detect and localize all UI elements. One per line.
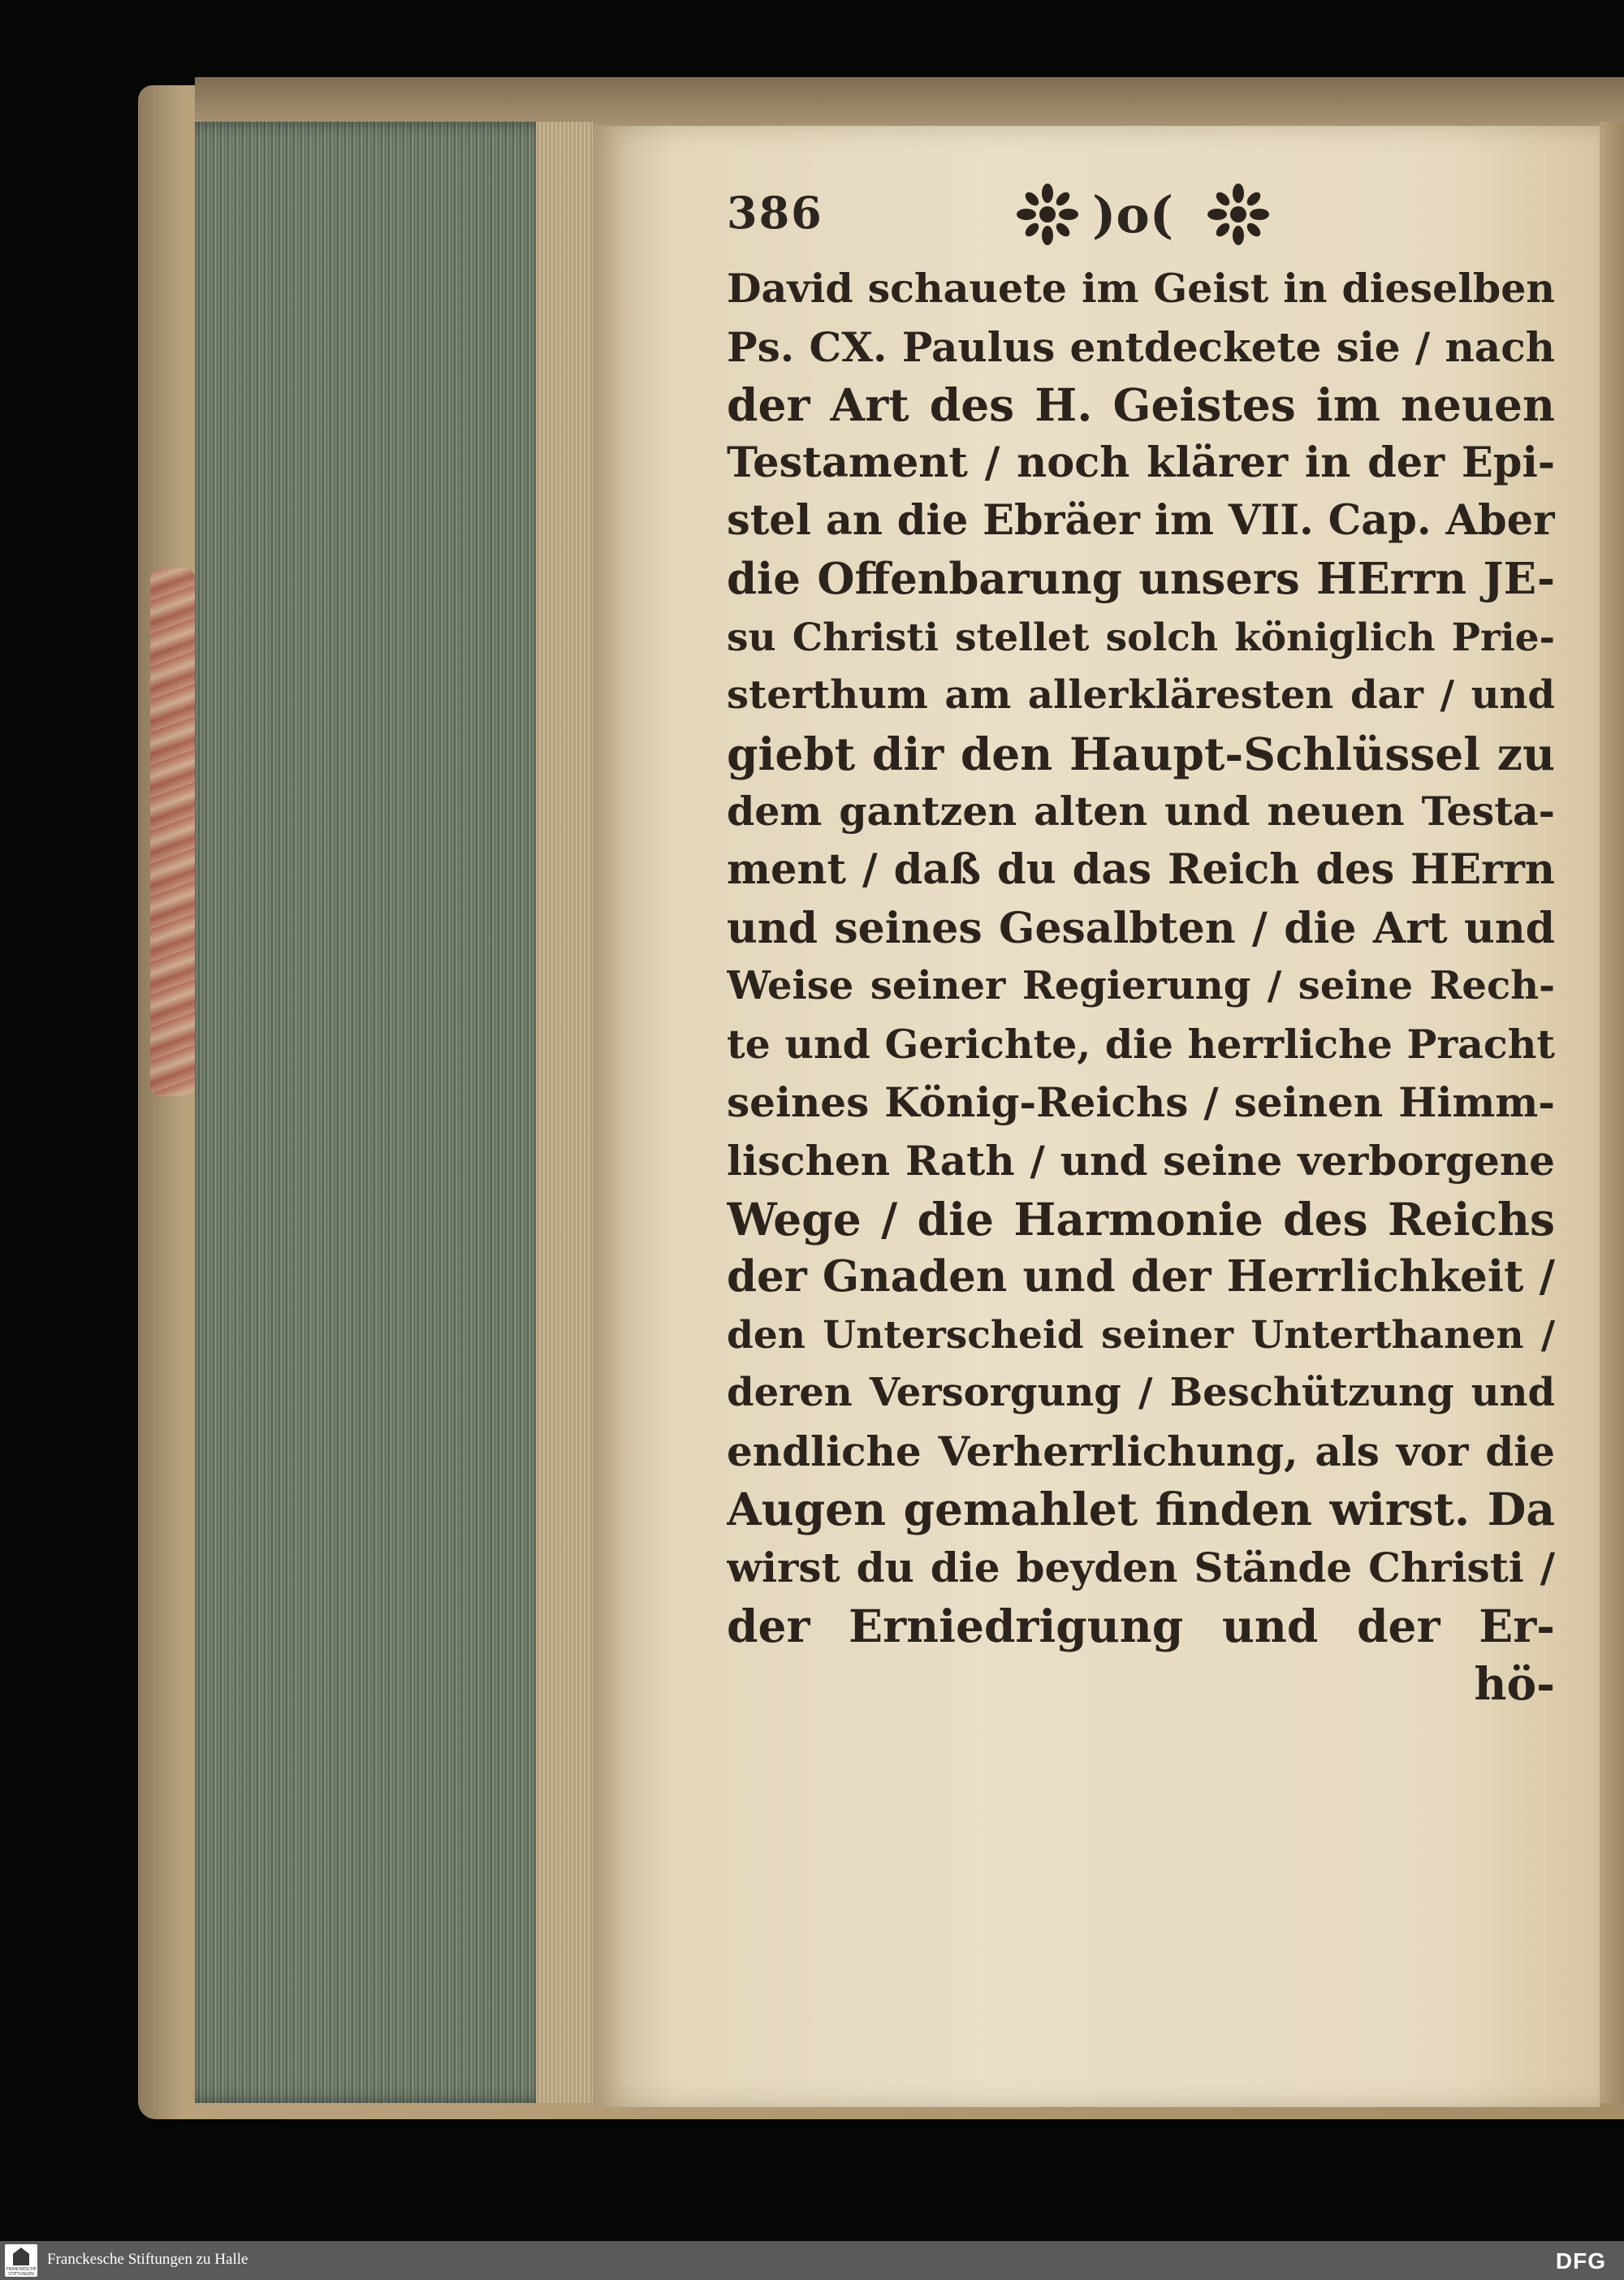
text-line: den Unterscheid seiner Unterthanen / bbox=[727, 1312, 1555, 1358]
text-line: Testament / noch klärer in der Epi- bbox=[727, 438, 1555, 487]
text-line: dem gantzen alten und neuen Testa- bbox=[727, 788, 1555, 836]
text-line: endliche Verherrlichung, als vor die bbox=[727, 1427, 1555, 1475]
page-block-edge bbox=[195, 122, 593, 2103]
institution-name[interactable]: Franckesche Stiftungen zu Halle bbox=[47, 2251, 248, 2268]
next-page-edge bbox=[1600, 122, 1624, 2103]
text-line: der Art des H. Geistes im neuen bbox=[727, 378, 1555, 432]
page-fore-edge bbox=[536, 122, 593, 2103]
text-line: giebt dir den Haupt-Schlüssel zu bbox=[727, 727, 1555, 780]
marbled-endpaper bbox=[150, 568, 195, 1096]
text-line: lischen Rath / und seine verborgene bbox=[727, 1136, 1555, 1185]
text-line: Augen gemahlet finden wirst. Da bbox=[727, 1483, 1555, 1536]
building-icon bbox=[13, 2248, 29, 2265]
text-line: der Erniedrigung und der Er- bbox=[727, 1599, 1555, 1652]
text-line: te und Gerichte, die herrliche Pracht bbox=[727, 1020, 1555, 1068]
catchword: hö- bbox=[1474, 1657, 1555, 1711]
text-line: Weise seiner Regierung / seine Rech- bbox=[727, 963, 1555, 1009]
text-line: deren Versorgung / Beschützung und bbox=[727, 1370, 1555, 1416]
viewer-footer bbox=[0, 2241, 1624, 2280]
text-line: sterthum am allerkläresten dar / und bbox=[727, 672, 1555, 719]
text-line: Wege / die Harmonie des Reichs bbox=[727, 1192, 1555, 1246]
dfg-logo[interactable]: DFG bbox=[1555, 2248, 1606, 2274]
text-line: su Christi stellet solch königlich Prie- bbox=[727, 615, 1555, 660]
text-line: die Offenbarung unsers HErrn JE- bbox=[727, 553, 1555, 604]
text-line: stel an die Ebräer im VII. Cap. Aber bbox=[727, 496, 1555, 546]
text-line: und seines Gesalbten / die Art und bbox=[727, 903, 1555, 953]
text-line: seines König-Reichs / seinen Himm- bbox=[727, 1078, 1555, 1127]
cover-top-edge bbox=[195, 77, 1624, 126]
page-header bbox=[727, 187, 1555, 260]
flower-ornament-icon bbox=[1206, 182, 1271, 250]
header-separator-mark: )o( bbox=[1092, 185, 1174, 244]
institution-logo[interactable] bbox=[5, 2244, 37, 2277]
logo-caption: FRANCKESCHE STIFTUNGEN bbox=[6, 2267, 37, 2277]
text-line: Ps. CX. Paulus entdeckete sie / nach bbox=[727, 322, 1555, 371]
text-block bbox=[727, 187, 1555, 1713]
body-text bbox=[727, 260, 1555, 1713]
text-line: ment / daß du das Reich des HErrn bbox=[727, 844, 1555, 894]
page-number: 386 bbox=[727, 187, 823, 239]
text-line: wirst du die beyden Stände Christi / bbox=[727, 1544, 1555, 1592]
text-line: der Gnaden und der Herrlichkeit / bbox=[727, 1251, 1555, 1302]
flower-ornament-icon bbox=[1015, 182, 1080, 250]
text-line: David schauete im Geist in dieselben bbox=[727, 265, 1555, 312]
